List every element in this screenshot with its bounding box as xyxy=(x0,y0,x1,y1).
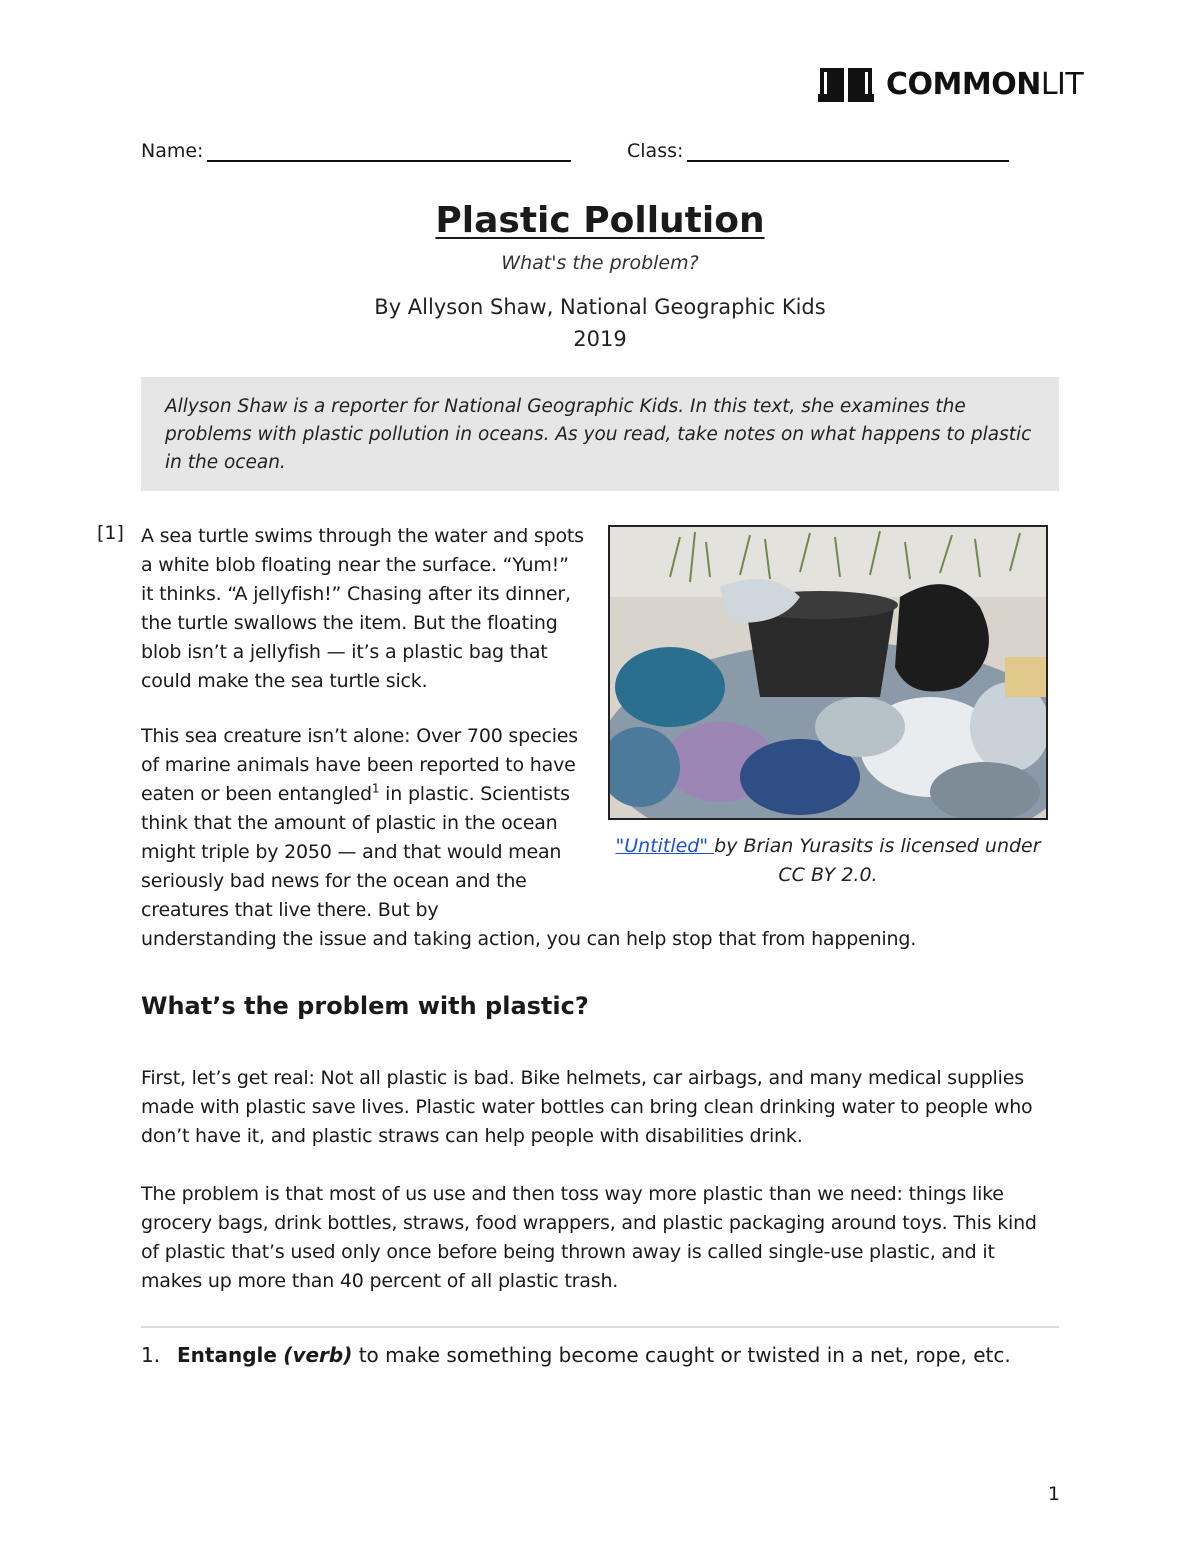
paragraph-2: This sea creature isn’t alone: Over 700 species of marine animals have been reported to have eaten or been entangled$^1$ in plastic. Scientists think that the amount of plastic in the ocean might triple by 2050 — and that would mean seriously bad news for the ocean and the creatures that live there. But by xyxy=(141,725,578,921)
name-field[interactable] xyxy=(141,140,571,162)
class-field[interactable] xyxy=(627,140,1009,162)
photo-caption: "Untitled" by Brian Yurasits is licensed under CC BY 2.0. xyxy=(615,835,1041,886)
document-title: Plastic Pollution xyxy=(435,200,765,241)
paragraph-4: The problem is that most of us use and then toss way more plastic than we need: things like grocery bags, drink bottles, straws, food wrappers, and plastic packaging around toys. This kind of plastic that’s used only once before being thrown away is called single-use plastic, and it makes up more than 40 percent of all plastic trash. xyxy=(141,1183,1037,1292)
footnote-divider xyxy=(141,1326,1059,1328)
name-label: Name: xyxy=(141,140,204,162)
paragraph-2-continued: understanding the issue and taking action, you can help stop that from happening. xyxy=(141,928,917,950)
plastic-trash-photo xyxy=(608,525,1048,820)
intro-box: Allyson Shaw is a reporter for National Geographic Kids. In this text, she examines the problems with plastic pollution in oceans. As you read, take notes on what happens to plastic in the ocean. xyxy=(141,377,1059,491)
name-line[interactable] xyxy=(207,140,571,162)
book-icon xyxy=(818,64,874,104)
byline: By Allyson Shaw, National Geographic Kids xyxy=(374,295,826,319)
footnote-1: 1. Entangle (verb) to make something become caught or twisted in a net, rope, etc. xyxy=(141,1343,1011,1367)
photo-source-link[interactable]: "Untitled" xyxy=(615,835,715,857)
logo-wordmark: COMMONLIT xyxy=(886,66,1084,102)
paragraph-3: First, let’s get real: Not all plastic is bad. Bike helmets, car airbags, and many medical supplies made with plastic save lives. Plastic water bottles can bring clean drinking water to people who don’t have it, and plastic straws can help people with disabilities drink. xyxy=(141,1067,1033,1147)
class-label: Class: xyxy=(627,140,684,162)
class-line[interactable] xyxy=(687,140,1009,162)
footnote-ref[interactable]: 1 xyxy=(371,781,380,796)
paragraph-1: A sea turtle swims through the water and spots a white blob floating near the surface. “Yum!” it thinks. “A jellyfish!” Chasing after its dinner, the turtle swallows the item. But the floating blob isn’t a jellyfish — it’s a plastic bag that could make the sea turtle sick. xyxy=(141,525,584,692)
document-subtitle: What's the problem? xyxy=(501,252,699,274)
page-number: 1 xyxy=(1047,1483,1060,1505)
commonlit-logo xyxy=(818,64,1083,104)
publication-year: 2019 xyxy=(573,327,627,351)
section-heading: What’s the problem with plastic? xyxy=(141,992,589,1020)
paragraph-number: [1] xyxy=(97,522,124,544)
